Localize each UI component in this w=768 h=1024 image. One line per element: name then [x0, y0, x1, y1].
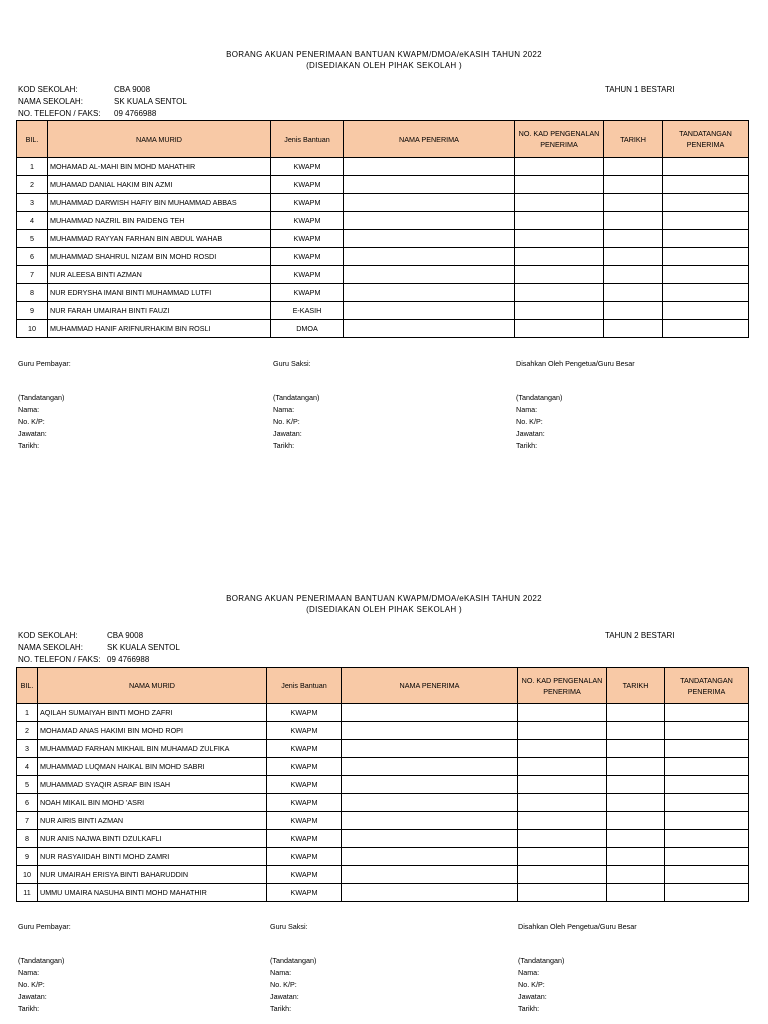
- sig-nama: Nama:: [18, 405, 40, 414]
- sig-heading: Guru Saksi:: [270, 922, 308, 931]
- header-no-kad: NO. KAD PENGENALAN PENERIMA: [515, 121, 604, 158]
- row-nama-penerima: [342, 740, 518, 758]
- sig-nama: Nama:: [516, 405, 538, 414]
- row-no-kad: [515, 266, 604, 284]
- row-jenis-bantuan: KWAPM: [271, 248, 344, 266]
- row-tarikh: [607, 812, 665, 830]
- row-no-kad: [515, 248, 604, 266]
- row-no-kad: [515, 176, 604, 194]
- sig-tandatangan: (Tandatangan): [518, 956, 565, 965]
- table-row: [17, 266, 749, 284]
- row-bil: 1: [17, 704, 38, 722]
- row-nama-murid: NUR AIRIS BINTI AZMAN: [38, 812, 267, 830]
- row-nama-penerima: [342, 884, 518, 902]
- sig-jawatan: Jawatan:: [518, 992, 547, 1001]
- row-tarikh: [604, 302, 663, 320]
- row-no-kad: [518, 722, 607, 740]
- row-nama-penerima: [344, 158, 515, 176]
- table-row: [17, 212, 749, 230]
- row-no-kad: [515, 320, 604, 338]
- row-tandatangan: [665, 884, 749, 902]
- row-tarikh: [607, 722, 665, 740]
- form2-subtitle: (DISEDIAKAN OLEH PIHAK SEKOLAH ): [306, 605, 462, 614]
- form1-table-body: [17, 158, 749, 338]
- table-row: [17, 302, 749, 320]
- row-bil: 4: [17, 758, 38, 776]
- form1-table: [16, 120, 749, 338]
- sig-heading: Guru Pembayar:: [18, 922, 71, 931]
- header-tarikh: TARIKH: [604, 121, 663, 158]
- kod-sekolah-value: CBA 9008: [114, 85, 151, 94]
- row-bil: 10: [17, 866, 38, 884]
- sig-tandatangan: (Tandatangan): [18, 956, 65, 965]
- row-no-kad: [518, 848, 607, 866]
- table-row: [17, 230, 749, 248]
- form2-sig-pengetua: [518, 921, 637, 1015]
- nama-sekolah-value: SK KUALA SENTOL: [114, 97, 187, 106]
- row-nama-penerima: [342, 722, 518, 740]
- table-row: [17, 830, 749, 848]
- row-jenis-bantuan: KWAPM: [267, 758, 342, 776]
- sig-tandatangan: (Tandatangan): [273, 393, 320, 402]
- sig-kp: No. K/P:: [273, 417, 300, 426]
- header-tandatangan: TANDATANGAN PENERIMA: [665, 668, 749, 704]
- form2-table-body: [17, 704, 749, 902]
- row-tarikh: [607, 794, 665, 812]
- telefon-label: NO. TELEFON / FAKS:: [18, 655, 101, 664]
- table-row: [17, 248, 749, 266]
- row-tarikh: [604, 320, 663, 338]
- sig-kp: No. K/P:: [18, 980, 45, 989]
- sig-tarikh: Tarikh:: [18, 1004, 40, 1013]
- form2-grade: TAHUN 2 BESTARI: [605, 631, 675, 640]
- sig-heading: Guru Saksi:: [273, 359, 311, 368]
- row-tandatangan: [663, 176, 749, 194]
- row-tandatangan: [665, 740, 749, 758]
- sig-tarikh: Tarikh:: [273, 441, 295, 450]
- row-tarikh: [607, 740, 665, 758]
- sig-kp: No. K/P:: [516, 417, 543, 426]
- row-nama-murid: NUR FARAH UMAIRAH BINTI FAUZI: [48, 302, 271, 320]
- row-nama-penerima: [344, 320, 515, 338]
- row-tarikh: [607, 866, 665, 884]
- row-bil: 11: [17, 884, 38, 902]
- table-row: [17, 704, 749, 722]
- row-nama-penerima: [344, 212, 515, 230]
- row-nama-murid: NUR RASYAIIDAH BINTI MOHD ZAMRI: [38, 848, 267, 866]
- row-jenis-bantuan: KWAPM: [267, 884, 342, 902]
- row-tandatangan: [665, 776, 749, 794]
- row-nama-murid: MUHAMMAD SHAHRUL NIZAM BIN MOHD ROSDI: [48, 248, 271, 266]
- nama-sekolah-label: NAMA SEKOLAH:: [18, 643, 83, 652]
- row-nama-penerima: [344, 230, 515, 248]
- telefon-value: 09 4766988: [114, 109, 157, 118]
- form1-sig-pembayar: [18, 358, 71, 452]
- row-tarikh: [607, 704, 665, 722]
- row-nama-penerima: [342, 776, 518, 794]
- row-nama-murid: MUHAMMAD SYAQIR ASRAF BIN ISAH: [38, 776, 267, 794]
- row-no-kad: [518, 812, 607, 830]
- row-no-kad: [515, 302, 604, 320]
- row-tarikh: [604, 176, 663, 194]
- row-bil: 5: [17, 230, 48, 248]
- row-bil: 7: [17, 266, 48, 284]
- row-no-kad: [518, 758, 607, 776]
- row-nama-penerima: [342, 794, 518, 812]
- form2-school-info: [18, 630, 268, 666]
- row-no-kad: [515, 284, 604, 302]
- row-tarikh: [604, 212, 663, 230]
- row-no-kad: [518, 776, 607, 794]
- table-row: [17, 758, 749, 776]
- row-bil: 9: [17, 302, 48, 320]
- form1-sig-pengetua: [516, 358, 635, 452]
- row-no-kad: [515, 212, 604, 230]
- row-bil: 7: [17, 812, 38, 830]
- kod-sekolah-label: KOD SEKOLAH:: [18, 631, 78, 640]
- form2-title: BORANG AKUAN PENERIMAAN BANTUAN KWAPM/DMOA/eKASIH TAHUN 2022: [226, 594, 542, 603]
- row-no-kad: [515, 158, 604, 176]
- header-nama-murid: NAMA MURID: [38, 668, 267, 704]
- row-jenis-bantuan: KWAPM: [271, 284, 344, 302]
- row-jenis-bantuan: E-KASIH: [271, 302, 344, 320]
- row-jenis-bantuan: KWAPM: [267, 776, 342, 794]
- row-bil: 4: [17, 212, 48, 230]
- table-row: [17, 848, 749, 866]
- sig-nama: Nama:: [270, 968, 292, 977]
- row-nama-murid: NUR UMAIRAH ERISYA BINTI BAHARUDDIN: [38, 866, 267, 884]
- row-jenis-bantuan: KWAPM: [271, 194, 344, 212]
- row-nama-penerima: [342, 704, 518, 722]
- sig-jawatan: Jawatan:: [516, 429, 545, 438]
- row-tandatangan: [665, 812, 749, 830]
- row-nama-murid: MUHAMAD DANIAL HAKIM BIN AZMI: [48, 176, 271, 194]
- sig-tarikh: Tarikh:: [516, 441, 538, 450]
- row-bil: 1: [17, 158, 48, 176]
- row-jenis-bantuan: KWAPM: [271, 230, 344, 248]
- row-jenis-bantuan: KWAPM: [271, 158, 344, 176]
- sig-jawatan: Jawatan:: [18, 429, 47, 438]
- telefon-value: 09 4766988: [107, 655, 150, 664]
- row-tarikh: [607, 884, 665, 902]
- row-no-kad: [518, 830, 607, 848]
- sig-nama: Nama:: [18, 968, 40, 977]
- row-jenis-bantuan: KWAPM: [267, 740, 342, 758]
- row-tandatangan: [665, 848, 749, 866]
- sig-heading: Disahkan Oleh Pengetua/Guru Besar: [518, 922, 637, 931]
- row-nama-penerima: [342, 812, 518, 830]
- row-nama-penerima: [344, 266, 515, 284]
- row-tandatangan: [665, 794, 749, 812]
- row-nama-murid: NUR ANIS NAJWA BINTI DZULKAFLI: [38, 830, 267, 848]
- form1-school-info: [18, 84, 268, 120]
- row-jenis-bantuan: KWAPM: [267, 830, 342, 848]
- row-bil: 10: [17, 320, 48, 338]
- form1-grade: TAHUN 1 BESTARI: [605, 85, 675, 94]
- table-row: [17, 776, 749, 794]
- row-tandatangan: [663, 302, 749, 320]
- sig-tarikh: Tarikh:: [518, 1004, 540, 1013]
- row-no-kad: [518, 704, 607, 722]
- row-nama-murid: NOAH MIKAIL BIN MOHD 'ASRI: [38, 794, 267, 812]
- row-no-kad: [518, 884, 607, 902]
- table-header-row: [17, 668, 749, 704]
- table-row: [17, 722, 749, 740]
- row-nama-murid: MUHAMMAD FARHAN MIKHAIL BIN MUHAMAD ZULFIKA: [38, 740, 267, 758]
- row-nama-penerima: [344, 284, 515, 302]
- sig-kp: No. K/P:: [518, 980, 545, 989]
- row-nama-murid: MUHAMMAD RAYYAN FARHAN BIN ABDUL WAHAB: [48, 230, 271, 248]
- row-nama-murid: MUHAMMAD DARWISH HAFIY BIN MUHAMMAD ABBAS: [48, 194, 271, 212]
- row-tandatangan: [663, 284, 749, 302]
- header-nama-penerima: NAMA PENERIMA: [342, 668, 518, 704]
- table-row: [17, 794, 749, 812]
- row-tandatangan: [665, 758, 749, 776]
- table-row: [17, 158, 749, 176]
- row-tandatangan: [665, 722, 749, 740]
- row-nama-murid: MUHAMMAD NAZRIL BIN PAIDENG TEH: [48, 212, 271, 230]
- table-header-row: [17, 121, 749, 158]
- sig-tarikh: Tarikh:: [18, 441, 40, 450]
- row-bil: 2: [17, 176, 48, 194]
- nama-sekolah-label: NAMA SEKOLAH:: [18, 97, 83, 106]
- row-bil: 9: [17, 848, 38, 866]
- sig-heading: Disahkan Oleh Pengetua/Guru Besar: [516, 359, 635, 368]
- form2-sig-pembayar: [18, 921, 71, 1015]
- row-nama-murid: MUHAMMAD HANIF ARIFNURHAKIM BIN ROSLI: [48, 320, 271, 338]
- row-no-kad: [515, 230, 604, 248]
- row-nama-murid: MOHAMAD AL-MAHI BIN MOHD MAHATHIR: [48, 158, 271, 176]
- header-no-kad: NO. KAD PENGENALAN PENERIMA: [518, 668, 607, 704]
- header-tandatangan: TANDATANGAN PENERIMA: [663, 121, 749, 158]
- row-nama-penerima: [344, 194, 515, 212]
- row-tandatangan: [663, 266, 749, 284]
- sig-kp: No. K/P:: [18, 417, 45, 426]
- row-tarikh: [604, 266, 663, 284]
- sig-heading: Guru Pembayar:: [18, 359, 71, 368]
- sig-tandatangan: (Tandatangan): [516, 393, 563, 402]
- row-nama-penerima: [342, 758, 518, 776]
- header-tarikh: TARIKH: [607, 668, 665, 704]
- row-bil: 2: [17, 722, 38, 740]
- sig-jawatan: Jawatan:: [18, 992, 47, 1001]
- sig-jawatan: Jawatan:: [273, 429, 302, 438]
- sig-jawatan: Jawatan:: [270, 992, 299, 1001]
- row-tarikh: [604, 284, 663, 302]
- table-row: [17, 812, 749, 830]
- row-tarikh: [607, 776, 665, 794]
- sig-nama: Nama:: [518, 968, 540, 977]
- row-jenis-bantuan: KWAPM: [271, 266, 344, 284]
- row-no-kad: [518, 794, 607, 812]
- row-nama-murid: MUHAMMAD LUQMAN HAIKAL BIN MOHD SABRI: [38, 758, 267, 776]
- form2-table: [16, 667, 749, 902]
- table-row: [17, 176, 749, 194]
- row-jenis-bantuan: KWAPM: [267, 866, 342, 884]
- row-bil: 6: [17, 248, 48, 266]
- row-nama-penerima: [342, 848, 518, 866]
- row-bil: 3: [17, 194, 48, 212]
- header-nama-penerima: NAMA PENERIMA: [344, 121, 515, 158]
- row-bil: 6: [17, 794, 38, 812]
- row-tarikh: [607, 848, 665, 866]
- row-tandatangan: [663, 230, 749, 248]
- row-no-kad: [515, 194, 604, 212]
- row-jenis-bantuan: KWAPM: [267, 812, 342, 830]
- row-tarikh: [607, 830, 665, 848]
- row-bil: 8: [17, 830, 38, 848]
- row-no-kad: [518, 866, 607, 884]
- table-row: [17, 194, 749, 212]
- row-nama-murid: NUR ALEESA BINTI AZMAN: [48, 266, 271, 284]
- row-jenis-bantuan: KWAPM: [267, 848, 342, 866]
- row-tandatangan: [665, 866, 749, 884]
- row-no-kad: [518, 740, 607, 758]
- row-tarikh: [604, 230, 663, 248]
- row-tandatangan: [663, 248, 749, 266]
- header-bil: BIL.: [17, 668, 38, 704]
- header-jenis-bantuan: Jenis Bantuan: [271, 121, 344, 158]
- row-nama-murid: AQILAH SUMAIYAH BINTI MOHD ZAFRI: [38, 704, 267, 722]
- row-jenis-bantuan: DMOA: [271, 320, 344, 338]
- header-bil: BIL.: [17, 121, 48, 158]
- sig-kp: No. K/P:: [270, 980, 297, 989]
- row-tandatangan: [665, 704, 749, 722]
- form1-sig-saksi: [273, 358, 319, 452]
- row-nama-penerima: [344, 248, 515, 266]
- row-nama-penerima: [344, 302, 515, 320]
- table-row: [17, 866, 749, 884]
- row-tarikh: [604, 248, 663, 266]
- nama-sekolah-value: SK KUALA SENTOL: [107, 643, 180, 652]
- header-nama-murid: NAMA MURID: [48, 121, 271, 158]
- row-jenis-bantuan: KWAPM: [267, 704, 342, 722]
- row-jenis-bantuan: KWAPM: [271, 212, 344, 230]
- header-jenis-bantuan: Jenis Bantuan: [267, 668, 342, 704]
- kod-sekolah-value: CBA 9008: [107, 631, 144, 640]
- row-tandatangan: [663, 212, 749, 230]
- row-nama-penerima: [342, 830, 518, 848]
- row-nama-murid: MOHAMAD ANAS HAKIMI BIN MOHD ROPI: [38, 722, 267, 740]
- form2-sig-saksi: [270, 921, 316, 1015]
- row-tandatangan: [663, 158, 749, 176]
- row-tandatangan: [663, 320, 749, 338]
- row-tarikh: [604, 194, 663, 212]
- row-bil: 8: [17, 284, 48, 302]
- row-bil: 3: [17, 740, 38, 758]
- sig-tandatangan: (Tandatangan): [270, 956, 317, 965]
- telefon-label: NO. TELEFON / FAKS:: [18, 109, 101, 118]
- kod-sekolah-label: KOD SEKOLAH:: [18, 85, 78, 94]
- row-nama-murid: NUR EDRYSHA IMANI BINTI MUHAMMAD LUTFI: [48, 284, 271, 302]
- row-tandatangan: [665, 830, 749, 848]
- form1-subtitle: (DISEDIAKAN OLEH PIHAK SEKOLAH ): [306, 61, 462, 70]
- row-jenis-bantuan: KWAPM: [267, 722, 342, 740]
- table-row: [17, 284, 749, 302]
- row-tarikh: [604, 158, 663, 176]
- row-tandatangan: [663, 194, 749, 212]
- row-jenis-bantuan: KWAPM: [267, 794, 342, 812]
- row-tarikh: [607, 758, 665, 776]
- sig-nama: Nama:: [273, 405, 295, 414]
- row-nama-penerima: [344, 176, 515, 194]
- table-row: [17, 320, 749, 338]
- row-nama-murid: UMMU UMAIRA NASUHA BINTI MOHD MAHATHIR: [38, 884, 267, 902]
- sig-tarikh: Tarikh:: [270, 1004, 292, 1013]
- row-nama-penerima: [342, 866, 518, 884]
- form1-title: BORANG AKUAN PENERIMAAN BANTUAN KWAPM/DMOA/eKASIH TAHUN 2022: [226, 50, 542, 59]
- row-jenis-bantuan: KWAPM: [271, 176, 344, 194]
- table-row: [17, 884, 749, 902]
- row-bil: 5: [17, 776, 38, 794]
- table-row: [17, 740, 749, 758]
- sig-tandatangan: (Tandatangan): [18, 393, 65, 402]
